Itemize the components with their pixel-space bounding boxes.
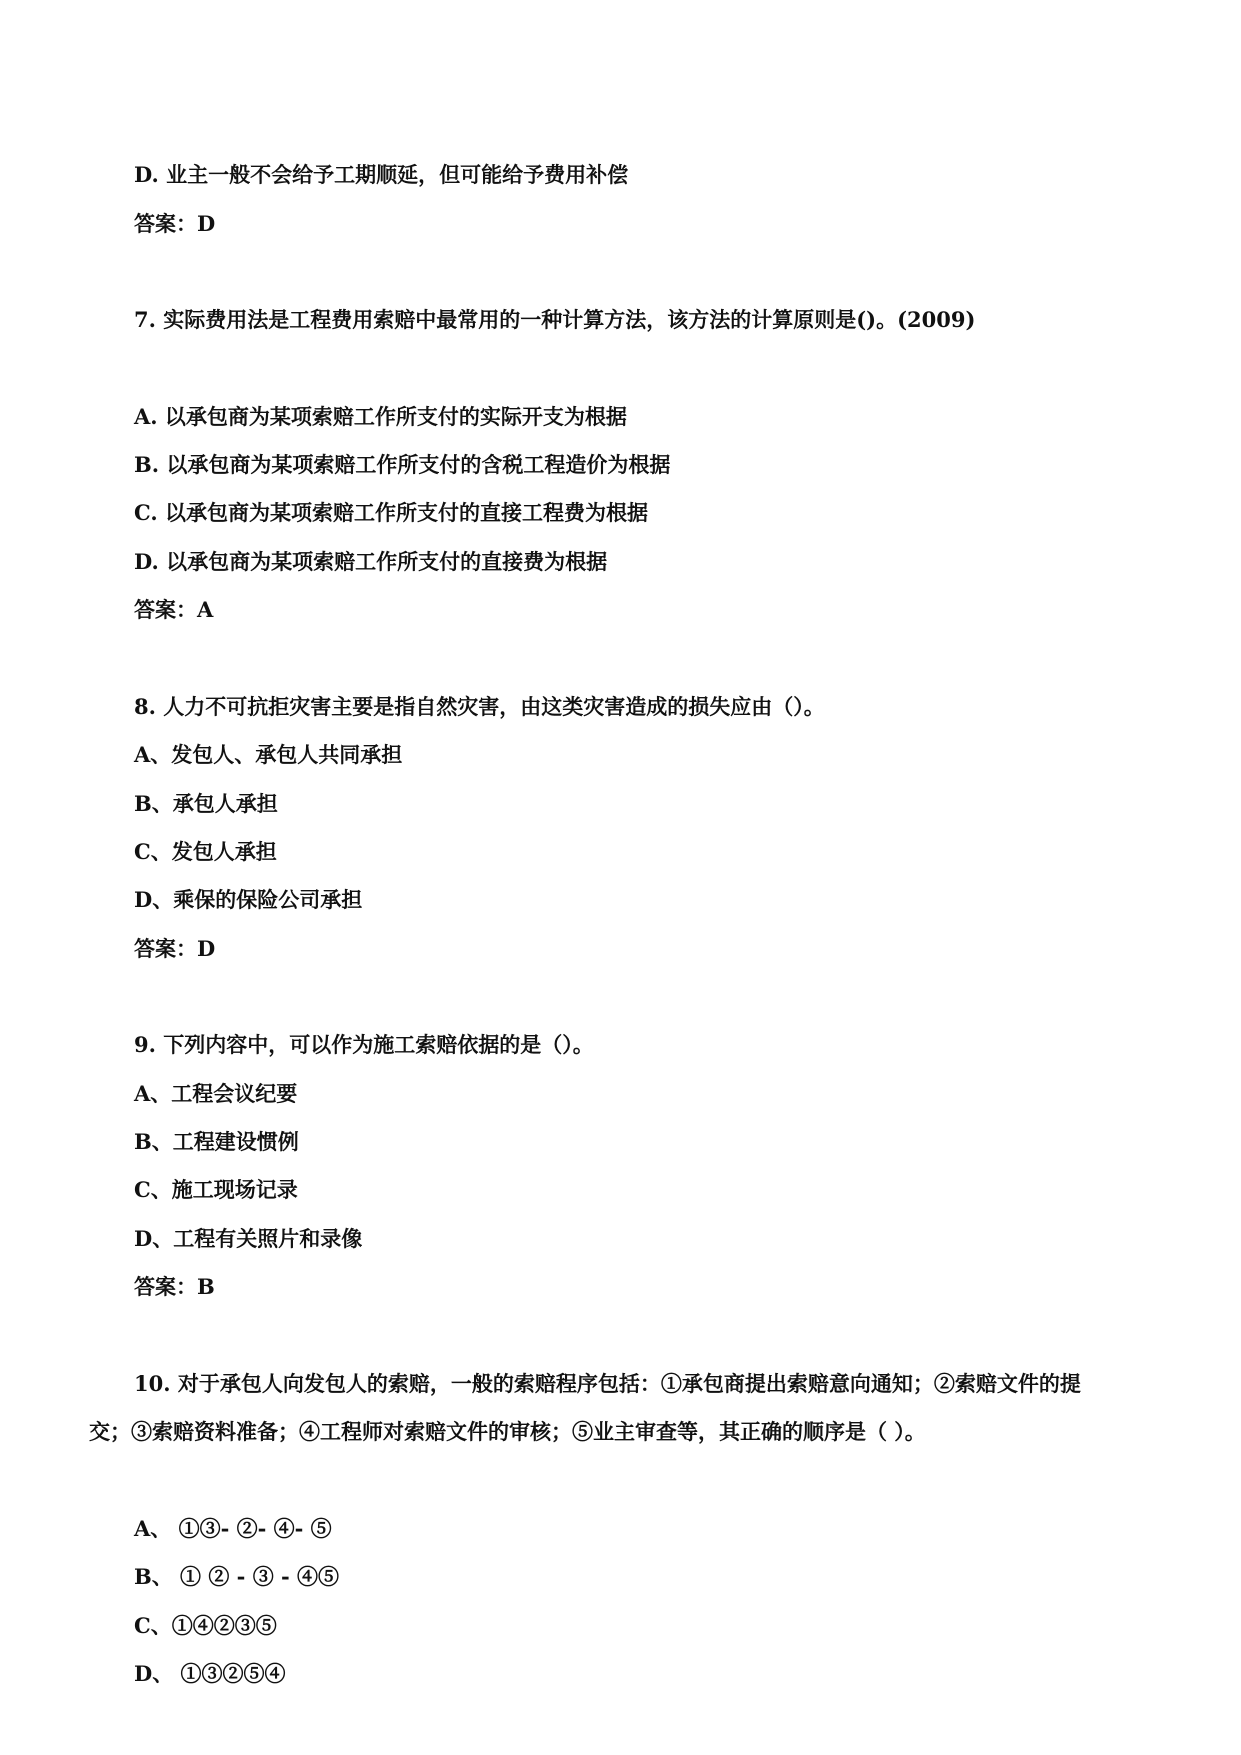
q8-answer: 答案：D [134,936,216,961]
q9-option-b: B、工程建设惯例 [134,1129,299,1154]
q10-stem-line2: 交；③索赔资料准备；④工程师对索赔文件的审核；⑤业主审查等，其正确的顺序是（ ）。 [89,1419,926,1444]
q8-stem: 8. 人力不可抗拒灾害主要是指自然灾害，由这类灾害造成的损失应由（）。 [134,694,825,719]
q7-option-d: D. 以承包商为某项索赔工作所支付的直接费为根据 [134,549,608,574]
q9-stem: 9. 下列内容中，可以作为施工索赔依据的是（）。 [134,1032,594,1057]
q9-option-d: D、工程有关照片和录像 [134,1226,363,1251]
q8-option-a: A、发包人、承包人共同承担 [134,742,403,767]
q7-answer: 答案：A [134,597,214,622]
q9-option-a: A、工程会议纪要 [134,1081,298,1106]
q6-answer: 答案：D [134,211,216,236]
q10-option-d: D、 ①③②⑤④ [134,1661,286,1686]
q9-option-c: C、施工现场记录 [134,1177,298,1202]
q7-option-b: B. 以承包商为某项索赔工作所支付的含税工程造价为根据 [134,452,671,477]
q7-option-c: C. 以承包商为某项索赔工作所支付的直接工程费为根据 [134,500,648,525]
q9-answer: 答案：B [134,1274,215,1299]
q10-stem-line1: 10. 对于承包人向发包人的索赔，一般的索赔程序包括：①承包商提出索赔意向通知；②索赔文件的提 [134,1371,1081,1396]
q8-option-c: C、发包人承担 [134,839,277,864]
q6-option-d: D. 业主一般不会给予工期顺延，但可能给予费用补偿 [134,162,629,187]
q7-option-a: A. 以承包商为某项索赔工作所支付的实际开支为根据 [134,404,627,429]
q8-option-d: D、乘保的保险公司承担 [134,887,363,912]
q10-option-c: C、①④②③⑤ [134,1613,277,1638]
q7-stem: 7. 实际费用法是工程费用索赔中最常用的一种计算方法，该方法的计算原则是()。(2009) [134,307,976,332]
q10-option-a: A、 ①③- ②- ④- ⑤ [134,1516,332,1541]
q10-option-b: B、 ① ② - ③ - ④⑤ [134,1564,340,1589]
q8-option-b: B、承包人承担 [134,791,278,816]
